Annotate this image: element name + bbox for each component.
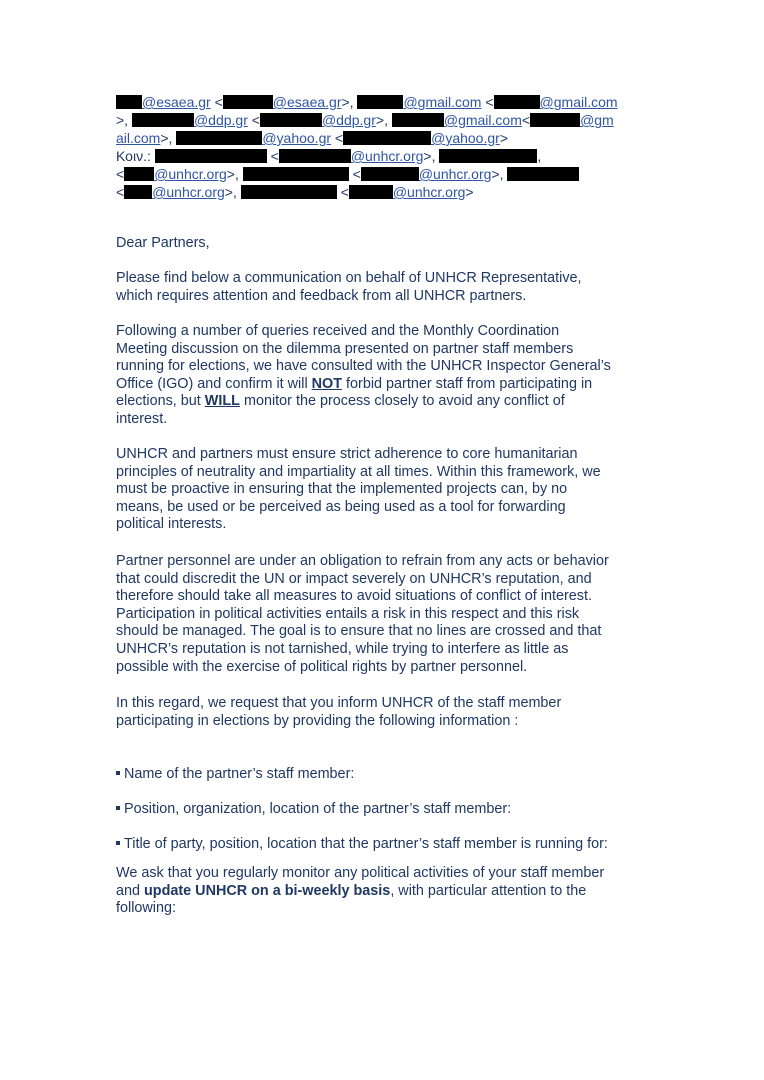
text-line: [116, 883, 656, 901]
bullet-text: Position, organization, location of the partner’s staff member:: [124, 801, 512, 817]
bullet-text: Name of the partner’s staff member:: [124, 766, 355, 782]
email-link[interactable]: ail.com: [116, 130, 161, 146]
separator: <: [336, 184, 349, 200]
text-line: should be managed. The goal is to ensure that no lines are crossed and that: [116, 623, 602, 640]
text-line: In this regard, we request that you inform UNHCR of the staff member: [116, 695, 562, 711]
cc-label: Κοιν.:: [116, 148, 155, 164]
email-link[interactable]: @gm: [580, 112, 614, 128]
separator: <: [266, 148, 279, 164]
text-line: [116, 376, 656, 394]
text-run: and: [116, 882, 145, 899]
text-line: UNHCR’s reputation is not tarnished, while trying to interfere as little as: [116, 640, 569, 657]
paragraph-3: [116, 446, 656, 534]
bullet-item: [116, 766, 656, 784]
email-link[interactable]: @unhcr.org: [154, 166, 227, 182]
emphasis-not: NOT: [311, 375, 343, 392]
redaction-bar: [349, 185, 393, 199]
text-line: possible with the exercise of political rights by partner personnel.: [116, 658, 528, 675]
text-line: that could discredit the UN or impact severely on UNHCR’s reputation, and: [116, 570, 592, 587]
text-line: Following a number of queries received and the Monthly Coordination: [116, 323, 560, 339]
email-link[interactable]: @yahoo.gr: [431, 130, 500, 146]
redaction-bar: [357, 95, 403, 109]
email-link[interactable]: @gmail.com: [403, 94, 482, 110]
redaction-bar: [439, 149, 537, 163]
text-line: which requires attention and feedback from all UNHCR partners.: [116, 287, 527, 304]
text-run: , with particular attention to the: [390, 882, 587, 899]
recipients-line: [116, 147, 656, 165]
redaction-bar: [343, 131, 431, 145]
text-run: Office (IGO) and confirm it will: [116, 375, 312, 392]
redaction-bar: [116, 95, 142, 109]
text-line: running for elections, we have consulted with the UNHCR Inspector General’s: [116, 358, 611, 375]
separator: >: [465, 184, 474, 200]
email-body: [116, 235, 656, 253]
redaction-bar: [176, 131, 262, 145]
separator: >,: [160, 130, 177, 146]
paragraph-2: [116, 323, 656, 429]
redaction-bar: [124, 167, 154, 181]
redaction-bar: [260, 113, 322, 127]
text-line: participating in elections by providing the following information :: [116, 712, 519, 729]
email-link[interactable]: @unhcr.org: [392, 184, 466, 200]
text-run: elections, but: [116, 393, 205, 410]
separator: >,: [423, 148, 440, 164]
separator: >,: [226, 166, 243, 182]
greeting: Dear Partners,: [116, 235, 210, 251]
separator: <: [116, 184, 125, 200]
email-link[interactable]: @unhcr.org: [152, 184, 225, 200]
separator: >,: [341, 94, 358, 110]
redaction-bar: [124, 185, 152, 199]
paragraph-5: [116, 695, 656, 730]
text-line: must be proactive in ensuring that the implemented projects can, by no: [116, 481, 568, 498]
separator: ,: [537, 148, 542, 164]
separator: <: [247, 112, 260, 128]
separator: <: [210, 94, 223, 110]
redaction-bar: [223, 95, 273, 109]
redaction-bar: [507, 167, 579, 181]
redaction-bar: [132, 113, 194, 127]
text-line: UNHCR and partners must ensure strict adherence to core humanitarian: [116, 446, 578, 462]
paragraph-6: [116, 865, 656, 918]
redaction-bar: [530, 113, 580, 127]
separator: <: [521, 112, 531, 128]
text-line: following:: [116, 900, 176, 917]
separator: <: [481, 94, 494, 110]
text-line: Participation in political activities entails a risk in this respect and this risk: [116, 605, 580, 622]
text-line: political interests.: [116, 516, 227, 533]
recipients-line: [116, 183, 656, 201]
email-link[interactable]: @gmail.com: [443, 112, 522, 128]
redaction-bar: [155, 149, 267, 163]
email-link[interactable]: @esaea.gr: [142, 94, 211, 110]
email-link[interactable]: @yahoo.gr: [262, 130, 332, 146]
text-line: Meeting discussion on the dilemma presented on partner staff members: [116, 340, 574, 357]
bullet-text: Title of party, position, location that the partner’s staff member is running for:: [124, 836, 608, 852]
recipients-line: [116, 165, 656, 183]
email-link[interactable]: @gmail.com: [539, 94, 618, 110]
bullet-item: [116, 836, 656, 854]
recipients-line: [116, 93, 656, 111]
text-line: We ask that you regularly monitor any political activities of your staff member: [116, 865, 605, 881]
separator: >,: [224, 184, 241, 200]
emphasis-biweekly: update UNHCR on a bi-weekly basis: [144, 882, 391, 899]
text-line: principles of neutrality and impartiality at all times. Within this framework, we: [116, 463, 601, 480]
email-link[interactable]: @ddp.gr: [321, 112, 376, 128]
email-link[interactable]: @esaea.gr: [272, 94, 342, 110]
emphasis-will: WILL: [204, 393, 240, 410]
separator: >,: [491, 166, 508, 182]
redaction-bar: [361, 167, 419, 181]
paragraph-4: [116, 553, 656, 676]
email-link[interactable]: @unhcr.org: [350, 148, 424, 164]
bullet-square-icon: [116, 771, 120, 775]
text-run: monitor the process closely to avoid any conflict of: [239, 393, 565, 410]
paragraph-1: [116, 270, 656, 305]
email-recipients: [116, 93, 656, 201]
separator: <: [331, 130, 344, 146]
separator: >: [499, 130, 508, 146]
bullet-square-icon: [116, 806, 120, 810]
text-line: interest.: [116, 410, 168, 427]
separator: <: [116, 166, 125, 182]
separator: >,: [375, 112, 392, 128]
redaction-bar: [243, 167, 349, 181]
text-line: therefore should take all measures to avoid situations of conflict of interest.: [116, 588, 592, 605]
redaction-bar: [241, 185, 337, 199]
text-line: Partner personnel are under an obligation to refrain from any acts or behavior: [116, 553, 609, 569]
bullet-item: [116, 801, 656, 819]
redaction-bar: [494, 95, 540, 109]
redaction-bar: [392, 113, 444, 127]
text-line: [116, 393, 656, 411]
recipients-line: [116, 129, 656, 147]
email-link[interactable]: @ddp.gr: [193, 112, 248, 128]
text-run: forbid partner staff from participating in: [342, 375, 593, 392]
separator: <: [348, 166, 361, 182]
text-line: Please find below a communication on behalf of UNHCR Representative,: [116, 270, 582, 286]
bullet-square-icon: [116, 841, 120, 845]
redaction-bar: [279, 149, 351, 163]
email-link[interactable]: @unhcr.org: [418, 166, 492, 182]
separator: >,: [116, 112, 132, 128]
recipients-line: [116, 111, 656, 129]
text-line: means, be used or be perceived as being used as a tool for forwarding: [116, 498, 566, 515]
